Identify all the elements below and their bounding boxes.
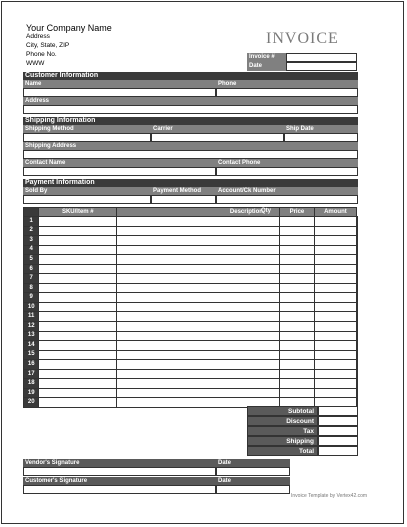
description-cell[interactable]	[117, 369, 280, 379]
amount-cell[interactable]	[357, 264, 358, 274]
qty-cell[interactable]	[279, 322, 314, 332]
price-cell[interactable]	[314, 322, 356, 332]
description-cell[interactable]	[117, 236, 280, 246]
customer-phone-label: Phone	[216, 80, 358, 88]
customer-name-field[interactable]	[23, 88, 216, 97]
qty-cell[interactable]	[279, 236, 314, 246]
sku-cell[interactable]	[39, 398, 117, 408]
amount-cell[interactable]	[357, 379, 358, 389]
company-name: Your Company Name	[26, 23, 112, 33]
row-number: 4	[24, 245, 39, 255]
description-cell[interactable]	[117, 350, 280, 360]
line-item-row	[24, 236, 358, 246]
line-item-row	[24, 360, 358, 370]
row-number: 9	[24, 293, 39, 303]
line-item-row	[24, 341, 358, 351]
customer-name-label: Name	[23, 80, 216, 88]
price-cell[interactable]	[314, 264, 356, 274]
row-number: 2	[24, 226, 39, 236]
total-label-discount: Discount	[247, 416, 318, 426]
amount-cell[interactable]	[357, 293, 358, 303]
line-item-row	[24, 245, 358, 255]
line-item-row	[24, 302, 358, 312]
sku-cell[interactable]	[39, 283, 117, 293]
amount-cell[interactable]	[357, 369, 358, 379]
payment-info-header: Payment Information	[23, 179, 358, 187]
description-cell[interactable]	[117, 245, 280, 255]
customer-phone-field[interactable]	[216, 88, 358, 97]
footer-credit: Invoice Template by Vertex42.com	[291, 493, 368, 499]
line-items-table	[23, 207, 358, 408]
contact-phone-label: Contact Phone	[216, 159, 358, 167]
qty-cell[interactable]	[279, 331, 314, 341]
price-cell[interactable]	[314, 293, 356, 303]
column-header-description: Description	[117, 208, 280, 217]
column-header-price: Price	[279, 208, 314, 217]
description-cell[interactable]	[117, 274, 280, 284]
qty-cell[interactable]	[279, 379, 314, 389]
line-item-row	[24, 369, 358, 379]
line-item-row	[24, 217, 358, 227]
vendor-date-field[interactable]	[216, 467, 290, 476]
line-item-row	[24, 350, 358, 360]
line-item-row	[24, 293, 358, 303]
amount-cell[interactable]	[357, 245, 358, 255]
shipping-info-header: Shipping Information	[23, 117, 358, 125]
totals-row	[247, 406, 358, 416]
row-number: 14	[24, 341, 39, 351]
price-cell[interactable]	[314, 226, 356, 236]
vendor-signature-label: Vendor's Signature	[23, 459, 216, 467]
description-cell[interactable]	[117, 360, 280, 370]
qty-cell[interactable]	[279, 350, 314, 360]
row-number: 8	[24, 283, 39, 293]
description-cell[interactable]	[117, 379, 280, 389]
amount-cell[interactable]	[357, 236, 358, 246]
price-cell[interactable]	[314, 302, 356, 312]
customer-info-header: Customer Information	[23, 72, 358, 80]
amount-cell[interactable]	[357, 331, 358, 341]
total-value-subtotal[interactable]	[318, 406, 358, 416]
totals-row	[247, 446, 358, 456]
amount-cell[interactable]	[357, 302, 358, 312]
column-header-qty: Qty	[261, 208, 272, 214]
line-item-row	[24, 283, 358, 293]
sold-by-label: Sold By	[23, 187, 151, 195]
total-value-discount[interactable]	[318, 416, 358, 426]
description-cell[interactable]	[117, 388, 280, 398]
sku-cell[interactable]	[39, 331, 117, 341]
description-cell[interactable]	[117, 312, 280, 322]
line-item-row	[24, 264, 358, 274]
ship-date-label: Ship Date	[284, 125, 358, 133]
amount-cell[interactable]	[357, 274, 358, 284]
line-items-header	[24, 208, 358, 217]
price-cell[interactable]	[314, 388, 356, 398]
sku-cell[interactable]	[39, 274, 117, 284]
description-cell[interactable]	[117, 302, 280, 312]
price-cell[interactable]	[314, 341, 356, 351]
customer-date-field[interactable]	[216, 485, 290, 494]
totals-block	[247, 406, 358, 456]
account-number-label: Account/Ck Number	[216, 187, 358, 195]
sku-cell[interactable]	[39, 236, 117, 246]
customer-date-label: Date	[216, 477, 290, 485]
row-number: 11	[24, 312, 39, 322]
price-cell[interactable]	[314, 312, 356, 322]
row-number: 12	[24, 322, 39, 332]
amount-cell[interactable]	[357, 283, 358, 293]
sku-cell[interactable]	[39, 293, 117, 303]
amount-cell[interactable]	[357, 341, 358, 351]
company-web: WWW	[26, 60, 45, 67]
amount-cell[interactable]	[357, 312, 358, 322]
total-label-total: Total	[247, 446, 318, 456]
total-label-tax: Tax	[247, 426, 318, 436]
contact-name-field[interactable]	[23, 167, 216, 176]
ship-date-field[interactable]	[284, 133, 358, 142]
qty-cell[interactable]	[279, 245, 314, 255]
row-number: 10	[24, 302, 39, 312]
amount-cell[interactable]	[357, 217, 358, 227]
price-cell[interactable]	[314, 217, 356, 227]
qty-cell[interactable]	[279, 293, 314, 303]
description-cell[interactable]	[117, 255, 280, 265]
totals-row	[247, 416, 358, 426]
qty-cell[interactable]	[279, 369, 314, 379]
row-number: 7	[24, 274, 39, 284]
invoice-title: INVOICE	[266, 30, 339, 47]
sku-cell[interactable]	[39, 350, 117, 360]
row-number: 5	[24, 255, 39, 265]
vendor-date-label: Date	[216, 459, 290, 467]
total-value-total[interactable]	[318, 446, 358, 456]
price-cell[interactable]	[314, 283, 356, 293]
contact-phone-field[interactable]	[216, 167, 358, 176]
invoice-number-field[interactable]	[286, 53, 357, 62]
line-item-row	[24, 226, 358, 236]
line-item-row	[24, 312, 358, 322]
price-cell[interactable]	[314, 350, 356, 360]
sku-cell[interactable]	[39, 388, 117, 398]
amount-cell[interactable]	[357, 360, 358, 370]
description-cell[interactable]	[117, 341, 280, 351]
qty-cell[interactable]	[279, 274, 314, 284]
totals-row	[247, 436, 358, 446]
line-item-row	[24, 322, 358, 332]
line-item-row	[24, 255, 358, 265]
contact-name-label: Contact Name	[23, 159, 216, 167]
total-value-tax[interactable]	[318, 426, 358, 436]
price-cell[interactable]	[314, 274, 356, 284]
description-cell[interactable]	[117, 264, 280, 274]
qty-cell[interactable]	[279, 264, 314, 274]
description-cell[interactable]	[117, 293, 280, 303]
amount-cell[interactable]	[357, 388, 358, 398]
company-phone: Phone No.	[26, 51, 57, 58]
customer-signature-label: Customer's Signature	[23, 477, 216, 485]
carrier-label: Carrier	[151, 125, 284, 133]
amount-cell[interactable]	[357, 226, 358, 236]
sku-cell[interactable]	[39, 245, 117, 255]
qty-cell[interactable]	[279, 302, 314, 312]
shipping-address-field[interactable]	[23, 150, 358, 159]
invoice-date-label: Date	[247, 62, 286, 71]
customer-signature-field[interactable]	[23, 485, 216, 494]
price-cell[interactable]	[314, 360, 356, 370]
row-number: 13	[24, 331, 39, 341]
qty-cell[interactable]	[279, 226, 314, 236]
price-cell[interactable]	[314, 245, 356, 255]
qty-cell[interactable]	[279, 312, 314, 322]
company-address: Address	[26, 33, 50, 40]
qty-cell[interactable]	[279, 217, 314, 227]
price-cell[interactable]	[314, 255, 356, 265]
price-cell[interactable]	[314, 379, 356, 389]
price-cell[interactable]	[314, 236, 356, 246]
row-number: 3	[24, 236, 39, 246]
price-cell[interactable]	[314, 369, 356, 379]
customer-address-label: Address	[23, 97, 358, 105]
total-value-shipping[interactable]	[318, 436, 358, 446]
shipping-method-label: Shipping Method	[23, 125, 151, 133]
amount-cell[interactable]	[357, 255, 358, 265]
payment-method-label: Payment Method	[151, 187, 216, 195]
qty-cell[interactable]	[279, 360, 314, 370]
row-number: 1	[24, 217, 39, 227]
description-cell[interactable]	[117, 226, 280, 236]
sku-cell[interactable]	[39, 226, 117, 236]
qty-cell[interactable]	[279, 283, 314, 293]
qty-cell[interactable]	[279, 388, 314, 398]
total-label-subtotal: Subtotal	[247, 406, 318, 416]
qty-cell[interactable]	[279, 255, 314, 265]
row-number-header	[24, 208, 39, 217]
customer-address-field[interactable]	[23, 105, 358, 114]
row-number: 16	[24, 360, 39, 370]
line-item-row	[24, 379, 358, 389]
invoice-date-field[interactable]	[286, 62, 357, 71]
totals-row	[247, 426, 358, 436]
sold-by-field[interactable]	[23, 195, 151, 204]
shipping-method-field[interactable]	[23, 133, 151, 142]
sku-cell[interactable]	[39, 341, 117, 351]
sku-cell[interactable]	[39, 217, 117, 227]
shipping-address-label: Shipping Address	[23, 142, 358, 150]
amount-cell[interactable]	[357, 350, 358, 360]
column-header-sku: SKU/Item #	[39, 208, 117, 217]
row-number: 15	[24, 350, 39, 360]
company-city: City, State, ZIP	[26, 42, 70, 49]
total-label-shipping: Shipping	[247, 436, 318, 446]
vendor-signature-field[interactable]	[23, 467, 216, 476]
payment-method-field[interactable]	[151, 195, 216, 204]
sku-cell[interactable]	[39, 379, 117, 389]
amount-cell[interactable]	[357, 322, 358, 332]
carrier-field[interactable]	[151, 133, 284, 142]
line-item-row	[24, 274, 358, 284]
description-cell[interactable]	[117, 322, 280, 332]
sku-cell[interactable]	[39, 255, 117, 265]
description-cell[interactable]	[117, 217, 280, 227]
sku-cell[interactable]	[39, 264, 117, 274]
line-item-row	[24, 331, 358, 341]
row-number: 17	[24, 369, 39, 379]
sku-cell[interactable]	[39, 322, 117, 332]
description-cell[interactable]	[117, 283, 280, 293]
price-cell[interactable]	[314, 331, 356, 341]
sku-cell[interactable]	[39, 302, 117, 312]
column-header-amount: Amount	[314, 208, 356, 217]
invoice-number-label: Invoice #	[247, 53, 286, 62]
row-number: 20	[24, 398, 39, 408]
qty-cell[interactable]	[279, 341, 314, 351]
account-number-field[interactable]	[216, 195, 358, 204]
row-number: 6	[24, 264, 39, 274]
row-number: 18	[24, 379, 39, 389]
sku-cell[interactable]	[39, 360, 117, 370]
line-item-row	[24, 388, 358, 398]
row-number: 19	[24, 388, 39, 398]
description-cell[interactable]	[117, 331, 280, 341]
sku-cell[interactable]	[39, 312, 117, 322]
sku-cell[interactable]	[39, 369, 117, 379]
